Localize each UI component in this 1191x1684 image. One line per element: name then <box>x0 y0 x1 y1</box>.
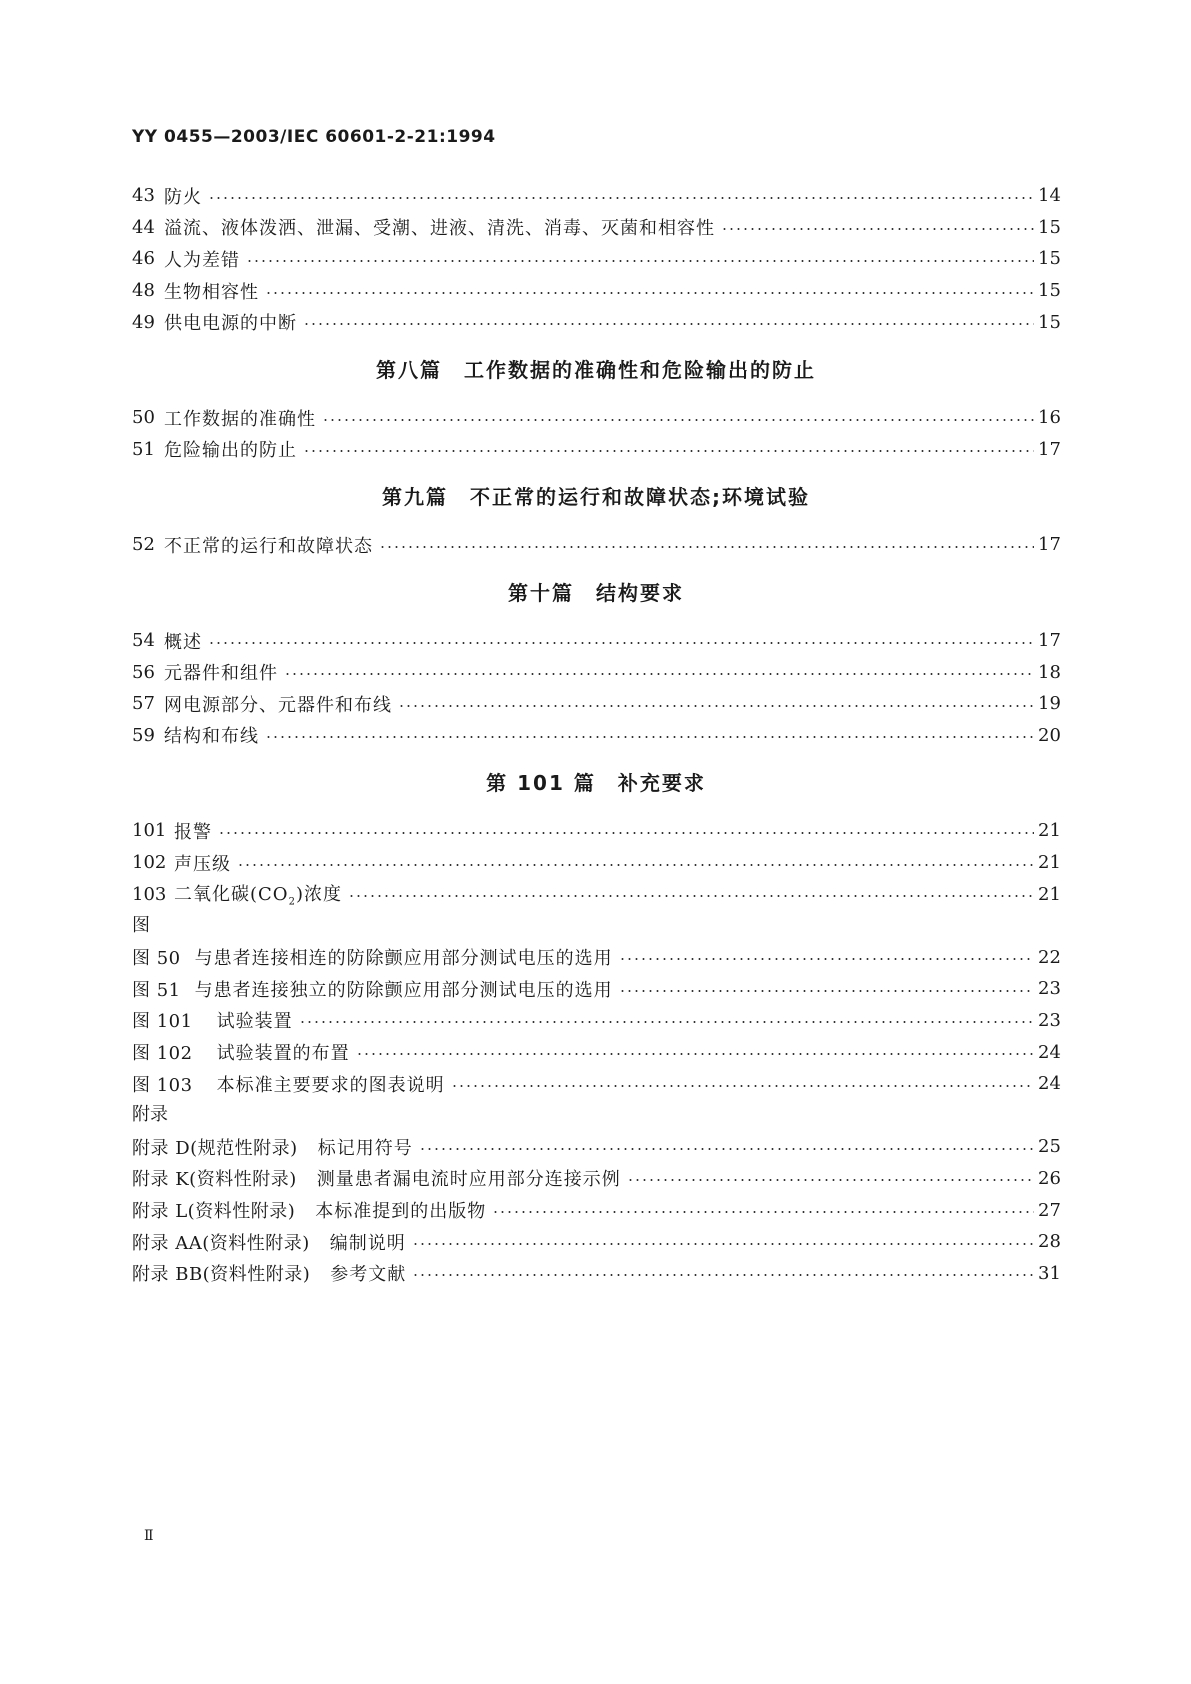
section-heading: 第八篇 工作数据的准确性和危险输出的防止 <box>376 357 816 382</box>
toc-entry[interactable]: 44 溢流、液体泼洒、泄漏、受潮、进液、清洗、消毒、灭菌和相容性 15 <box>132 216 1061 240</box>
table-of-contents <box>132 180 1060 1289</box>
toc-entry[interactable]: 57 网电源部分、元器件和布线 19 <box>132 693 1061 716</box>
toc-entry[interactable]: 图 103 本标准主要要求的图表说明 24 <box>132 1073 1061 1096</box>
toc-entry[interactable]: 图 51 与患者连接独立的防除颤应用部分测试电压的选用 23 <box>132 978 1061 1001</box>
toc-entry[interactable]: 图 101 试验装置 23 <box>132 1009 1061 1033</box>
document-header: YY 0455—2003/IEC 60601-2-21:1994 <box>132 127 496 147</box>
section-heading: 第九篇 不正常的运行和故障状态;环境试验 <box>382 485 810 510</box>
toc-entry[interactable]: 102 声压级 21 <box>132 852 1061 875</box>
toc-entry[interactable]: 附录 K(资料性附录) 测量患者漏电流时应用部分连接示例 26 <box>132 1167 1061 1191</box>
toc-entry[interactable]: 附录 AA(资料性附录) 编制说明 28 <box>132 1231 1061 1254</box>
toc-entry[interactable]: 52 不正常的运行和故障状态 17 <box>132 534 1061 557</box>
toc-entry[interactable]: 48 生物相容性 15 <box>132 280 1061 303</box>
toc-entry[interactable]: 54 概述 17 <box>132 630 1061 653</box>
toc-entry[interactable]: 附录 L(资料性附录) 本标准提到的出版物 27 <box>132 1199 1061 1223</box>
section-heading: 第 101 篇 补充要求 <box>486 771 706 796</box>
toc-entry[interactable]: 附录 D(规范性附录) 标记用符号 25 <box>132 1136 1061 1159</box>
page-number: Ⅱ <box>144 1528 154 1544</box>
toc-entry[interactable]: 101 报警 21 <box>132 820 1061 843</box>
toc-entry[interactable]: 50 工作数据的准确性 16 <box>132 407 1061 430</box>
toc-entry[interactable]: 59 结构和布线 20 <box>132 724 1061 748</box>
toc-entry[interactable]: 103 二氧化碳$(CO_2)$浓度 21 <box>132 883 1061 908</box>
toc-entry[interactable]: 51 危险输出的防止 17 <box>132 438 1061 462</box>
toc-entry[interactable]: 附录 BB(资料性附录) 参考文献 31 <box>132 1262 1061 1286</box>
toc-entry[interactable]: 图 50 与患者连接相连的防除颤应用部分测试电压的选用 22 <box>132 946 1061 970</box>
annexes-group-label: 附录 <box>132 1104 168 1126</box>
toc-entry[interactable]: 图 102 试验装置的布置 24 <box>132 1041 1061 1065</box>
toc-entry[interactable]: 43 防火 14 <box>132 185 1061 208</box>
toc-entry[interactable]: 46 人为差错 15 <box>132 248 1061 271</box>
figures-group-label: 图 <box>132 914 150 936</box>
toc-entry[interactable]: 49 供电电源的中断 15 <box>132 311 1061 335</box>
toc-entry[interactable]: 56 元器件和组件 18 <box>132 661 1061 685</box>
section-heading: 第十篇 结构要求 <box>508 580 684 605</box>
